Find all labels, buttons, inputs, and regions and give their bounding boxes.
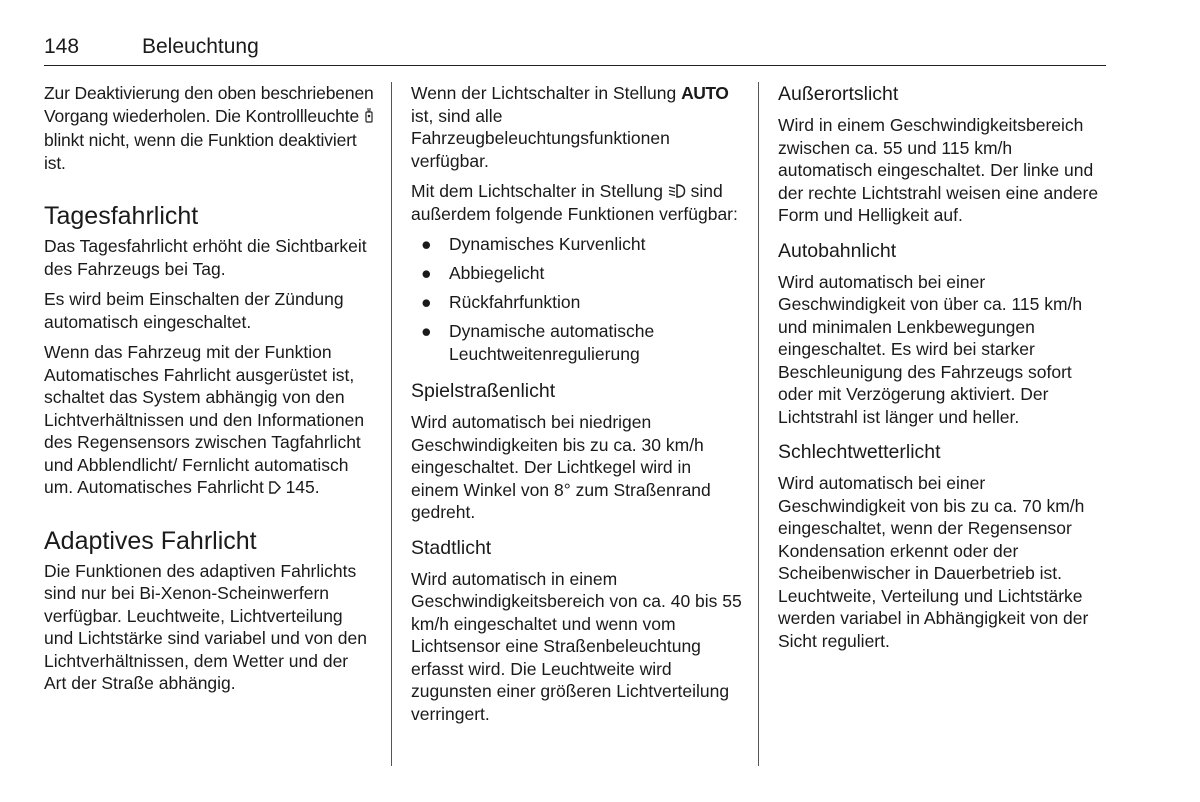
paragraph: Die Funktionen des adaptiven Fahrlichts sind nur bei Bi-Xenon-Scheinwerfern verfügbar. Leuchtweite, Lichtverteilung und Lichtstärke sind variabel und von den Lichtverhältnissen, dem Wetter und der Art der Straße abhängig. (44, 560, 367, 693)
column-2 (411, 82, 743, 733)
bullet-icon: ● (421, 263, 432, 283)
heading-spielstrassenlicht: Spielstraßenlicht (411, 380, 556, 402)
paragraph: Wird in einem Geschwindigkeitsbereich zwischen ca. 55 und 115 km/h automatisch eingeschaltet. Der linke und der rechte Lichtstrahl weisen eine andere Form und Helligkeit auf. (778, 115, 1099, 225)
page-reference-icon (269, 477, 286, 497)
bullet-icon: ● (421, 321, 432, 341)
paragraph: Es wird beim Einschalten der Zündung automatisch eingeschaltet. (44, 289, 344, 332)
column-1 (44, 82, 374, 703)
list-item-text: Dynamisches Kurvenlicht (449, 234, 646, 254)
paragraph: Wird automatisch bei einer Geschwindigkeit von über ca. 115 km/h und minimalen Lenkbewegungen eingeschaltet. Es wird bei starker Beschleunigung des Fahrzeugs sofort oder mit Verzögerung aktiviert. Der Lichtstrahl ist länger und heller. (778, 271, 1083, 427)
column-3 (778, 82, 1108, 660)
auto-paragraph (411, 82, 743, 172)
heading-autobahnlicht: Autobahnlicht (778, 239, 897, 262)
heading-adaptives-fahrlicht: Adaptives Fahrlicht (44, 526, 257, 555)
heading-tagesfahrlicht: Tagesfahrlicht (44, 202, 199, 230)
list-item-text: Abbiegelicht (449, 263, 545, 283)
low-beam-paragraph (411, 180, 743, 225)
list-item-text: Rückfahrfunktion (449, 292, 581, 312)
bullet-icon: ● (421, 292, 432, 312)
intro-paragraph (44, 82, 374, 174)
heading-schlechtwetterlicht: Schlechtwetterlicht (778, 441, 941, 463)
paragraph: Wird automatisch bei einer Geschwindigkeit von bis zu ca. 70 km/h eingeschaltet, wenn der Regensensor Kondensation erkennt oder der Scheibenwischer in Dauerbetrieb ist. Leuchtweite, Verteilung und Lichtstärke werden variabel in Abhängigkeit von der Sicht reguliert. (778, 473, 1089, 651)
paragraph: Wird automatisch bei niedrigen Geschwindigkeiten bis zu ca. 30 km/h eingeschaltet. Der Lichtkegel wird in einem Winkel von 8° zum Straßenrand gedreht. (411, 412, 711, 522)
heading-ausserortslicht: Außerortslicht (778, 83, 899, 105)
paragraph: Das Tagesfahrlicht erhöht die Sichtbarkeit des Fahrzeugs bei Tag. (44, 236, 367, 279)
light-sensor-icon (364, 109, 374, 126)
list-item-text: Dynamische automatische Leuchtweitenregulierung (449, 321, 655, 364)
paragraph-text: ist, sind alle Fahrzeugbeleuchtungsfunktionen verfügbar. (411, 105, 670, 171)
paragraph-text: sind außerdem folgende Funktionen verfügbar: (411, 181, 738, 224)
list-item (411, 291, 743, 314)
column-divider (758, 82, 759, 766)
column-divider (391, 82, 392, 766)
auto-keyword: AUTO (681, 83, 729, 103)
page-reference-link[interactable]: 145. (285, 477, 320, 497)
paragraph-text: Wenn das Fahrzeug mit der Funktion Automatisches Fahrlicht ausgerüstet ist, schaltet das System abhängig von den Lichtverhältnissen und den Informationen des Regensensors zwischen Tagfahrlicht und Abblendlicht/ Fernlicht automatisch um. Automatisches Fahrlicht (44, 342, 365, 497)
function-list (411, 233, 743, 365)
paragraph-text: Mit dem Lichtschalter in Stellung (411, 181, 663, 201)
section-title: Beleuchtung (142, 35, 259, 58)
list-item (411, 233, 743, 256)
intro-tail: blinkt nicht, wenn die Funktion deaktiviert ist. (44, 130, 357, 173)
paragraph-text: Wenn der Lichtschalter in Stellung (411, 83, 677, 103)
paragraph: Wird automatisch in einem Geschwindigkeitsbereich von ca. 40 bis 55 km/h eingeschaltet und wenn vom Lichtsensor eine Straßenbeleuchtung erfasst wird. Die Leuchtweite wird zugunsten einer größeren Lichtverteilung verringert. (411, 568, 742, 724)
paragraph-with-reference (44, 341, 374, 499)
list-item (411, 320, 743, 365)
list-item (411, 262, 743, 285)
intro-text: Zur Deaktivierung den oben beschriebenen Vorgang wiederholen. Die Kontrollleuchte (44, 83, 374, 126)
page-header (44, 35, 1106, 66)
low-beam-icon (668, 181, 691, 201)
bullet-icon: ● (421, 234, 432, 254)
page-number: 148 (44, 35, 80, 58)
heading-stadtlicht: Stadtlicht (411, 536, 492, 559)
